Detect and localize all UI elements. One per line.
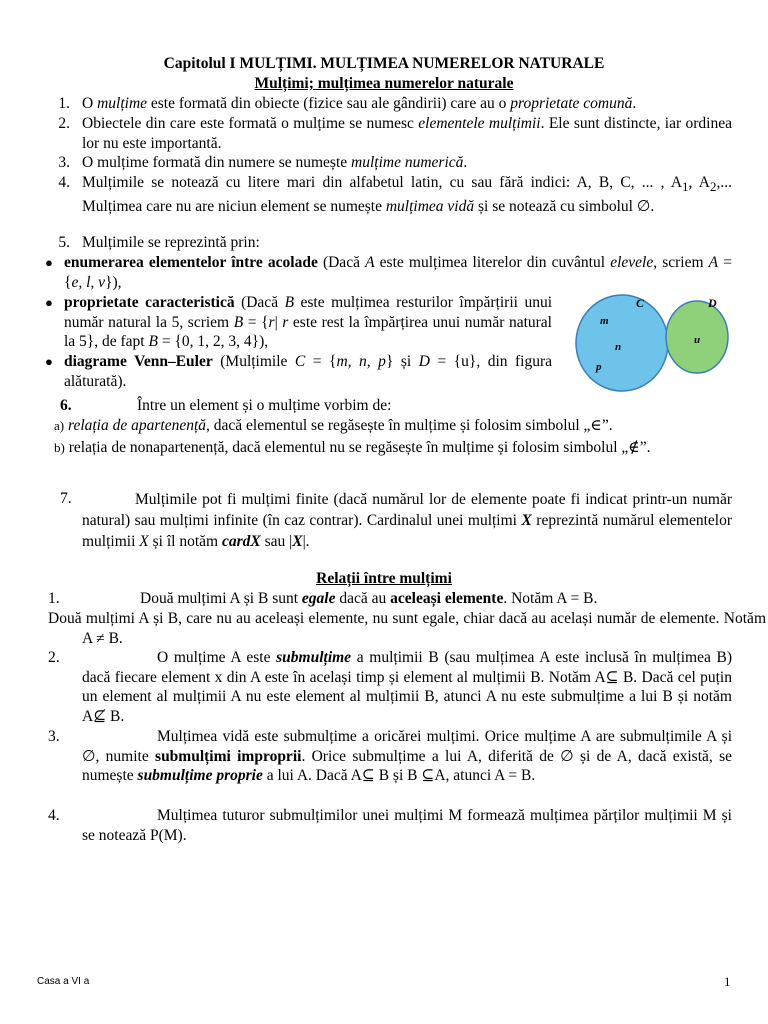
item-5: Mulțimile se reprezintă prin:: [82, 234, 260, 251]
relation-4-number: 4.: [48, 807, 60, 824]
item-number: 5.: [58, 234, 70, 251]
item-6b: b) relația de nonapartenență, dacă elementul nu se regăsește în mulțime și folosim simbolul „∉”.: [54, 439, 651, 456]
section-subtitle: Mulțimi; mulțimea numerelor naturale: [254, 75, 514, 92]
element-u: u: [694, 334, 701, 346]
relations-heading: Relații între mulțimi: [316, 570, 452, 587]
item-number: 2.: [58, 115, 70, 132]
item-6-number: 6.: [60, 397, 72, 414]
footer-label: Casa a VI a: [37, 976, 90, 987]
relation-1-note: Două mulțimi A și B, care nu au aceleași elemente, nu sunt egale, chiar dacă au același număr de elemente. Notăm A ≠ B.: [48, 610, 766, 647]
item-number: 1.: [58, 95, 70, 112]
relation-3: Mulțimea vidă este submulțime a oricărei mulțimi. Orice mulțime A are submulțimile A și ∅, numite submulțimi improprii. Orice submulțime a lui A, diferită de ∅ și de A, dacă există, se numește submulțime proprie a lui A. Dacă A⊆ B și B ⊆A, atunci A = B.: [82, 728, 732, 784]
item-2: Obiectele din care este formată o mulțime se numesc elementele mulțimii. Ele sunt distincte, iar ordinea lor nu este importantă.: [82, 115, 733, 152]
element-p: p: [596, 361, 602, 373]
bullet-property: proprietate caracteristică (Dacă B este mulțimea resturilor împărțirii unui număr natural la 5, scriem B = {r| r este rest la împărțirea unui număr natural la 5}, de fapt B = {0, 1, 2, 3, 4}),: [64, 294, 552, 350]
venn-diagram: [570, 290, 740, 400]
item-6: Între un element și o mulțime vorbim de:: [137, 397, 392, 414]
bullet-venn: diagrame Venn–Euler (Mulțimile C = {m, n, p} și D = {u}, din figura alăturată).: [64, 353, 553, 390]
relation-1: Două mulțimi A și B sunt egale dacă au aceleași elemente. Notăm A = B.: [140, 590, 598, 607]
bullet-enumeration: enumerarea elementelor între acolade (Dacă A este mulțimea literelor din cuvântul elevele, scriem A = {e, l, v}),: [64, 254, 732, 291]
bullet-icon: ●: [45, 354, 53, 369]
item-4: Mulțimile se notează cu litere mari din alfabetul latin, cu sau fără indici: A, B, C, ... , $A_1$, $A_2$,... Mulțimea care nu are niciun element se numește mulțimea vidă și se notează cu simbolul ∅.: [82, 174, 732, 215]
item-7-number: 7.: [60, 490, 72, 507]
relation-4: Mulțimea tuturor submulțimilor unei mulțimi M formează mulțimea părților mulțimii M și se notează P(M).: [82, 807, 732, 844]
item-6a: a) relația de apartenență, dacă elementul se regăsește în mulțime și folosim simbolul „∈”.: [54, 417, 613, 434]
relation-1-number: 1.: [48, 590, 60, 607]
bullet-icon: ●: [45, 295, 53, 310]
set-d-label: D: [708, 296, 717, 310]
chapter-title: Capitolul I MULȚIMI. MULȚIMEA NUMERELOR NATURALE: [163, 55, 605, 72]
page-number: 1: [724, 974, 731, 989]
set-c-ellipse: [576, 295, 668, 391]
bullet-icon: ●: [45, 255, 53, 270]
set-c-label: C: [636, 296, 645, 310]
element-m: m: [600, 315, 609, 327]
item-number: 4.: [58, 174, 70, 191]
item-3: O mulțime formată din numere se numește mulțime numerică.: [82, 154, 468, 171]
relation-2-number: 2.: [48, 649, 60, 666]
relation-2: O mulțime A este submulțime a mulțimii B (sau mulțimea A este inclusă în mulțimea B) dacă fiecare element x din A este în același timp și element al mulțimii B. Notăm A⊆ B. Dacă cel puțin un element al mulțimii A nu este element al mulțimii B, atunci A nu este submulțime a lui B și notăm A⊈ B.: [82, 649, 733, 725]
item-7: Mulțimile pot fi mulțimi finite (dacă numărul lor de elemente poate fi indicat printr-un număr natural) sau mulțimi infinite (în caz contrar). Cardinalul unei mulțimi X reprezintă numărul elementelor mulțimii X și îl notăm cardX sau |X|.: [82, 491, 733, 550]
relation-3-number: 3.: [48, 728, 60, 745]
item-number: 3.: [58, 154, 70, 171]
item-1: O mulțime este formată din obiecte (fizice sau ale gândirii) care au o proprietate comună.: [82, 95, 637, 112]
element-n: n: [615, 341, 622, 353]
